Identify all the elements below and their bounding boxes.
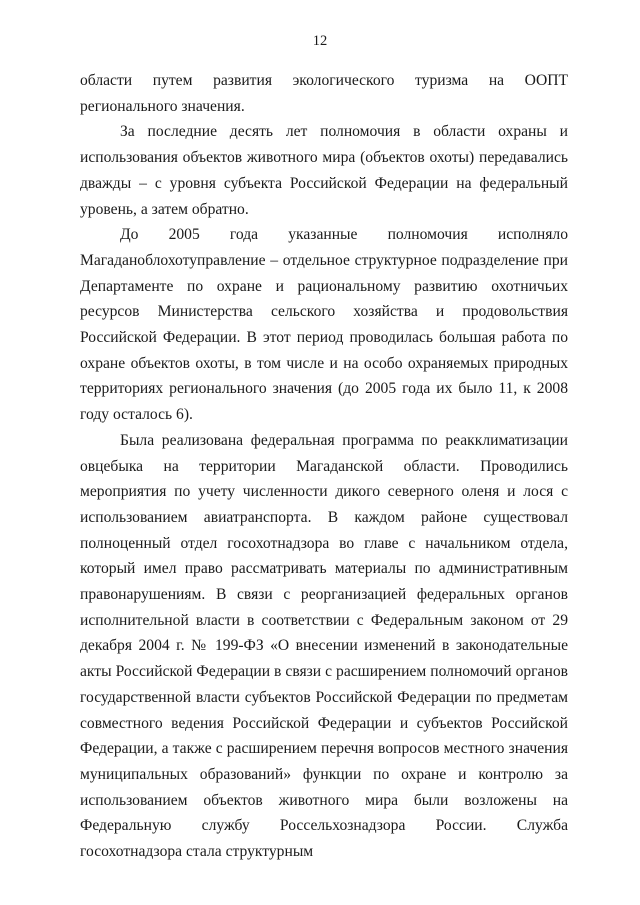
page-number: 12 bbox=[312, 33, 328, 49]
paragraph-1: области путем развития экологического туризма на ООПТ регионального значения. bbox=[80, 72, 568, 115]
paragraph-4: Была реализована федеральная программа по реакклиматизации овцебыка на территории Магаданской области. Проводились мероприятия по учету численности дикого северного оленя и лося с использованием авиатранспорта. В каждом районе существовал полноценный отдел госохотнадзора во главе с начальником отдела, который имел право рассматривать материалы по административным правонарушениям. В связи с реорганизацией федеральных органов исполнительной власти в соответствии с Федеральным законом от 29 декабря 2004 г. № 199-ФЗ «О внесении изменений в законодательные акты Российской Федерации в связи с расширением полномочий органов государственной власти субъектов Российской Федерации по предметам совместного ведения Российской Федерации и субъектов Российской Федерации, а также с расширением перечня вопросов местного значения муниципальных образований» функции по охране и контролю за использованием объектов животного мира были возложены на Федеральную службу Россельхознадзора России. Служба госохотнадзора стала структурным bbox=[80, 431, 568, 861]
paragraph-3: До 2005 года указанные полномочия исполняло Магаданоблохотуправление – отдельное структурное подразделение при Департаменте по охране и рациональному развитию охотничьих ресурсов Министерства сельского хозяйства и продовольствия Российской Федерации. В этот период проводилась большая работа по охране объектов охоты, в том числе и на особо охраняемых природных территориях регионального значения (до 2005 года их было 11, к 2008 году осталось 6). bbox=[80, 226, 568, 424]
paragraph-2: За последние десять лет полномочия в области охраны и использования объектов животного мира (объектов охоты) передавались дважды – с уровня субъекта Российской Федерации на федеральный уровень, а затем обратно. bbox=[80, 123, 568, 218]
body-text bbox=[80, 68, 568, 865]
